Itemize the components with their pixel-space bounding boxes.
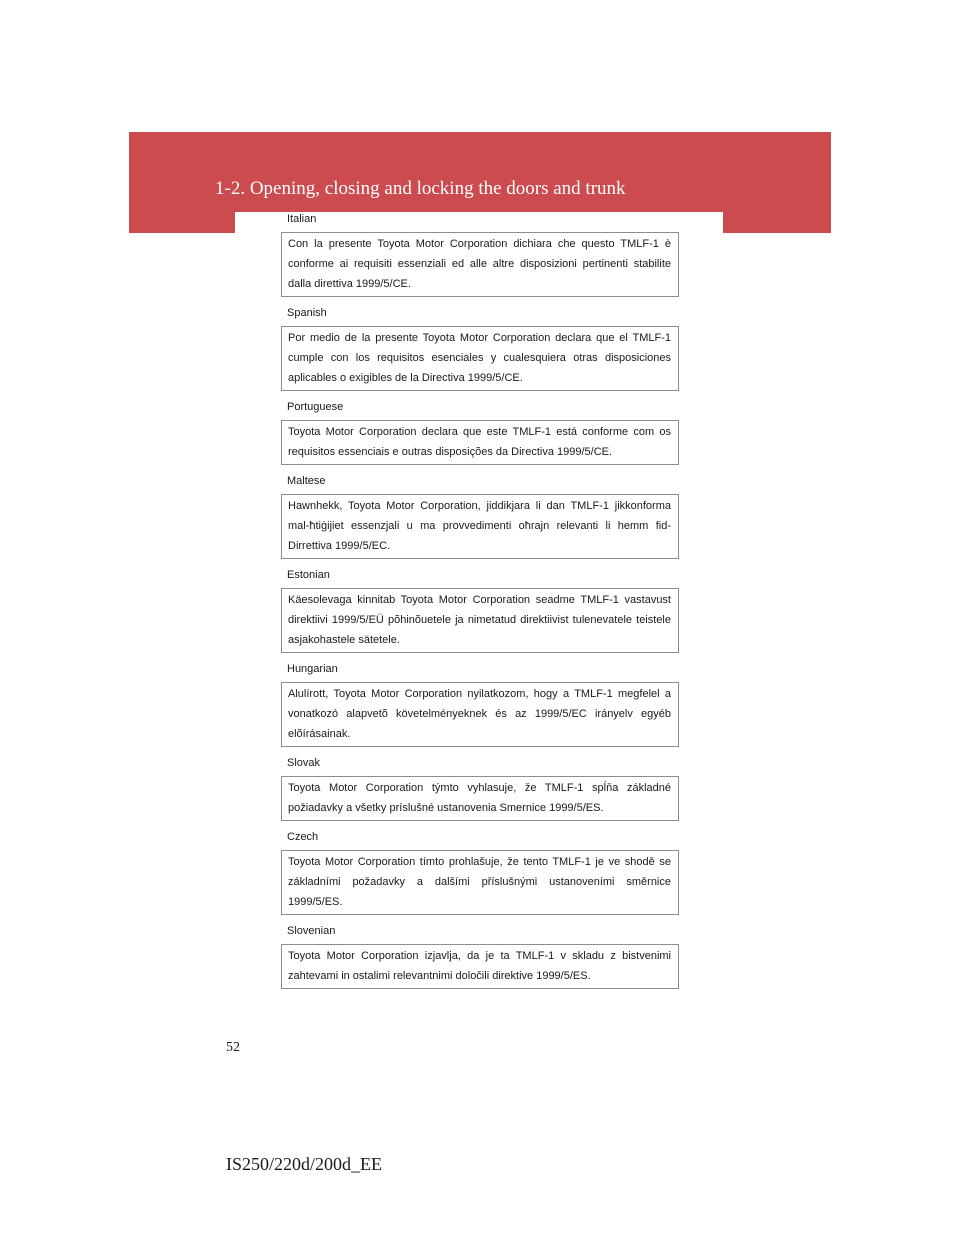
declaration-text-box: Con la presente Toyota Motor Corporation dichiara che questo TMLF-1 è conforme ai requisiti essenziali ed alle altre disposizioni pertinenti stabilite dalla direttiva 1999/5/CE.	[281, 232, 679, 297]
language-label: Estonian	[287, 569, 330, 581]
declaration-text-box: Toyota Motor Corporation izjavlja, da je ta TMLF-1 v skladu z bistvenimi zahtevami in ostalimi relevantnimi določili direktive 1999/5/ES.	[281, 944, 679, 989]
declaration-text-box: Käesolevaga kinnitab Toyota Motor Corporation seadme TMLF-1 vastavust direktiivi 1999/5/EÜ põhinõuetele ja nimetatud direktiivist tulenevatele teistele asjakohastele sätetele.	[281, 588, 679, 653]
declaration-text-box: Hawnhekk, Toyota Motor Corporation, jiddikjara li dan TMLF-1 jikkonforma mal-ħtiġijiet essenzjali u ma provvedimenti oħrajn relevanti li hemm fid-Dirrettiva 1999/5/EC.	[281, 494, 679, 559]
language-label: Hungarian	[287, 663, 338, 675]
declaration-slovenian	[281, 924, 679, 989]
declaration-text-box: Toyota Motor Corporation týmto vyhlasuje, že TMLF-1 spĺňa základné požiadavky a všetky príslušné ustanovenia Smernice 1999/5/ES.	[281, 776, 679, 821]
declaration-text-box: Alulírott, Toyota Motor Corporation nyilatkozom, hogy a TMLF-1 megfelel a vonatkozó alapvetõ követelményeknek és az 1999/5/EC irányelv egyéb elõírásainak.	[281, 682, 679, 747]
section-title: 1-2. Opening, closing and locking the doors and trunk	[215, 178, 626, 199]
declaration-italian	[281, 212, 679, 297]
language-label: Portuguese	[287, 401, 344, 413]
language-label: Slovak	[287, 757, 321, 769]
declaration-text-box: Toyota Motor Corporation declara que este TMLF-1 está conforme com os requisitos essenciais e outras disposições da Directiva 1999/5/CE.	[281, 420, 679, 465]
language-label: Maltese	[287, 475, 326, 487]
declaration-hungarian	[281, 662, 679, 747]
declaration-maltese	[281, 474, 679, 559]
language-label: Spanish	[287, 307, 327, 319]
language-label: Slovenian	[287, 925, 336, 937]
declaration-text-box: Toyota Motor Corporation tímto prohlašuje, že tento TMLF-1 je ve shodě se základními požadavky a dalšími příslušnými ustanoveními směrnice 1999/5/ES.	[281, 850, 679, 915]
declaration-czech	[281, 830, 679, 915]
declaration-spanish	[281, 306, 679, 391]
declarations-list	[281, 212, 679, 998]
language-label: Czech	[287, 831, 319, 843]
page-number: 52	[226, 1040, 240, 1055]
declaration-portuguese	[281, 400, 679, 465]
declaration-text-box: Por medio de la presente Toyota Motor Corporation declara que el TMLF-1 cumple con los requisitos esenciales y cualesquiera otras disposiciones aplicables o exigibles de la Directiva 1999/5/CE.	[281, 326, 679, 391]
language-label: Italian	[287, 213, 317, 225]
declaration-estonian	[281, 568, 679, 653]
model-code: IS250/220d/200d_EE	[226, 1154, 382, 1174]
declaration-slovak	[281, 756, 679, 821]
